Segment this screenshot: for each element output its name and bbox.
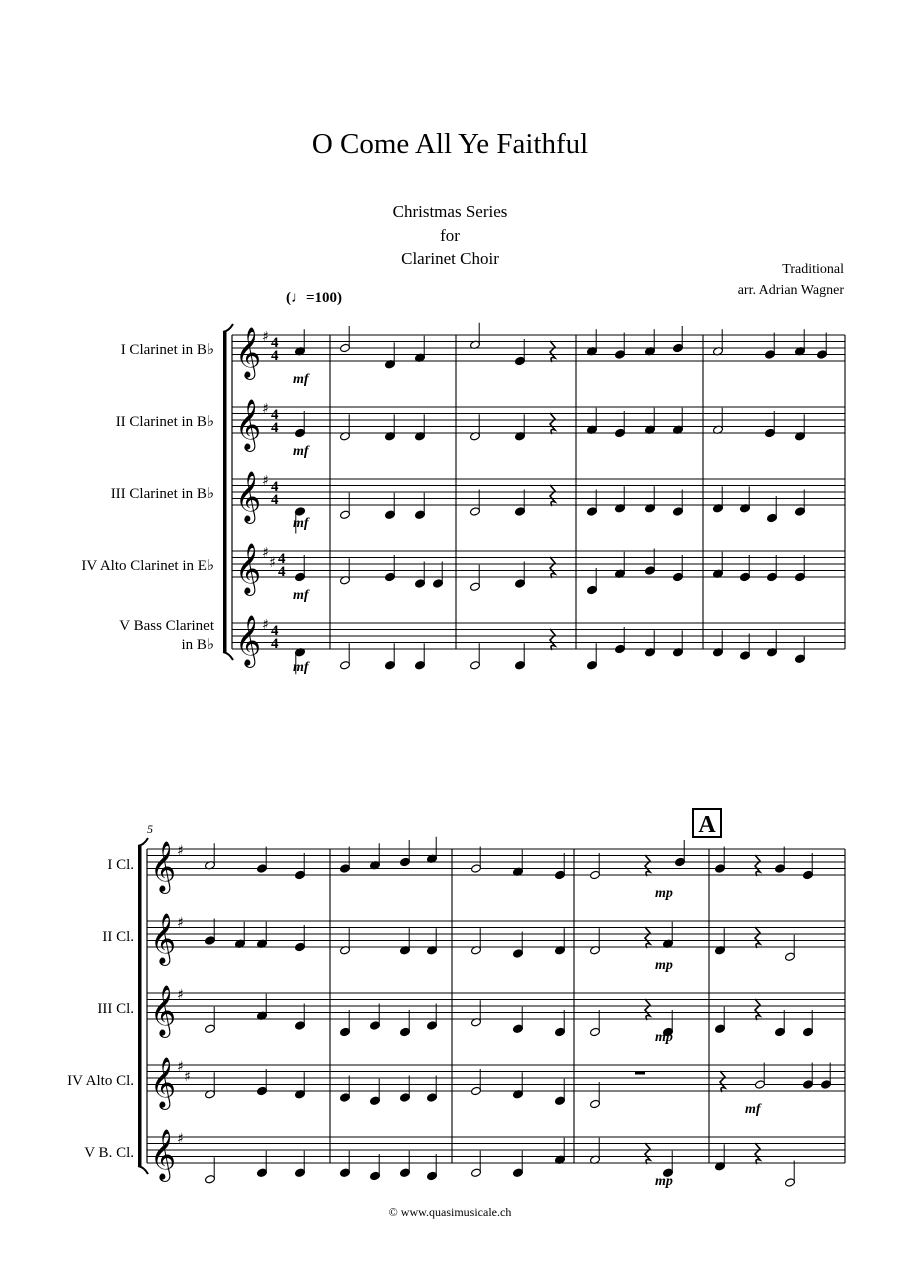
sharp-icon: ♯	[177, 1131, 184, 1147]
quarter-rest	[645, 855, 650, 876]
time-signature-bottom: 4	[271, 420, 279, 436]
quarter-rest	[645, 927, 650, 948]
quarter-rest	[550, 629, 555, 650]
dynamic-marking: mf	[293, 660, 309, 675]
half-rest	[635, 1071, 645, 1075]
instrument-name: III Clarinet in B♭	[110, 486, 214, 502]
bracket-hook	[138, 1166, 148, 1174]
quarter-rest	[645, 1143, 650, 1164]
quarter-rest	[755, 999, 760, 1020]
treble-clef-icon: 𝄞	[150, 841, 177, 892]
treble-clef-icon: 𝄞	[150, 1057, 177, 1108]
bracket	[138, 846, 142, 1166]
sharp-icon: ♯	[177, 1059, 184, 1075]
subtitle-line-2: for	[440, 226, 460, 245]
bracket	[223, 332, 227, 652]
sharp-icon: ♯	[177, 987, 184, 1003]
subtitle-line-1: Christmas Series	[392, 202, 508, 221]
time-signature-bottom: 4	[271, 492, 279, 508]
treble-clef-icon: 𝄞	[235, 327, 262, 378]
sharp-icon: ♯	[262, 401, 269, 417]
treble-clef-icon: 𝄞	[235, 471, 262, 522]
quarter-rest	[550, 557, 555, 578]
treble-clef-icon: 𝄞	[150, 1129, 177, 1180]
time-signature-top: 4	[271, 407, 279, 423]
dynamic-marking: mf	[293, 516, 309, 531]
sharp-icon: ♯	[262, 473, 269, 489]
sharp-icon: ♯	[184, 1068, 191, 1085]
sharp-icon: ♯	[177, 915, 184, 931]
subtitle-line-3: Clarinet Choir	[401, 249, 499, 268]
instrument-name: V Bass Clarinet in B♭	[119, 618, 214, 653]
rehearsal-mark: A	[692, 808, 722, 838]
arranger: arr. Adrian Wagner	[737, 283, 844, 298]
dynamic-marking: mf	[293, 588, 309, 603]
dynamic-marking: mp	[655, 886, 673, 901]
bracket-hook	[223, 652, 233, 660]
instrument-name: II Clarinet in B♭	[115, 414, 214, 430]
quarter-rest	[755, 1143, 760, 1164]
copyright-footer: © www.quasimusicale.ch	[388, 1205, 512, 1219]
composer: Traditional	[782, 262, 844, 277]
treble-clef-icon: 𝄞	[235, 543, 262, 594]
treble-clef-icon: 𝄞	[150, 985, 177, 1036]
dynamic-marking: mp	[655, 958, 673, 973]
quarter-rest	[720, 1071, 725, 1092]
instrument-name: IV Alto Cl.	[67, 1073, 134, 1089]
sharp-icon: ♯	[269, 554, 276, 571]
instrument-name: I Cl.	[107, 857, 134, 873]
dynamic-marking: mf	[293, 372, 309, 387]
treble-clef-icon: 𝄞	[235, 615, 262, 666]
time-signature-bottom: 4	[278, 564, 286, 580]
instrument-name: IV Alto Clarinet in E♭	[81, 558, 214, 574]
treble-clef-icon: 𝄞	[150, 913, 177, 964]
instrument-name: V B. Cl.	[84, 1145, 134, 1161]
bracket-hook	[138, 838, 148, 846]
tempo-marking: (♩=100)	[286, 290, 343, 306]
sharp-icon: ♯	[177, 843, 184, 859]
quarter-rest	[755, 855, 760, 876]
dynamic-marking: mf	[745, 1102, 761, 1117]
measure-number: 5	[147, 822, 153, 836]
time-signature-bottom: 4	[271, 636, 279, 652]
time-signature-top: 4	[278, 551, 286, 567]
time-signature-bottom: 4	[271, 348, 279, 364]
instrument-name: I Clarinet in B♭	[120, 342, 214, 358]
instrument-name: III Cl.	[97, 1001, 134, 1017]
sharp-icon: ♯	[262, 545, 269, 561]
instrument-name: II Cl.	[102, 929, 134, 945]
quarter-rest	[645, 999, 650, 1020]
time-signature-top: 4	[271, 479, 279, 495]
time-signature-top: 4	[271, 335, 279, 351]
dynamic-marking: mp	[655, 1030, 673, 1045]
dynamic-marking: mf	[293, 444, 309, 459]
time-signature-top: 4	[271, 623, 279, 639]
quarter-rest	[550, 341, 555, 362]
score-title: O Come All Ye Faithful	[311, 128, 589, 160]
sharp-icon: ♯	[262, 617, 269, 633]
sharp-icon: ♯	[262, 329, 269, 345]
quarter-rest	[755, 927, 760, 948]
bracket-hook	[223, 324, 233, 332]
quarter-rest	[550, 485, 555, 506]
dynamic-marking: mp	[655, 1174, 673, 1189]
treble-clef-icon: 𝄞	[235, 399, 262, 450]
quarter-rest	[550, 413, 555, 434]
